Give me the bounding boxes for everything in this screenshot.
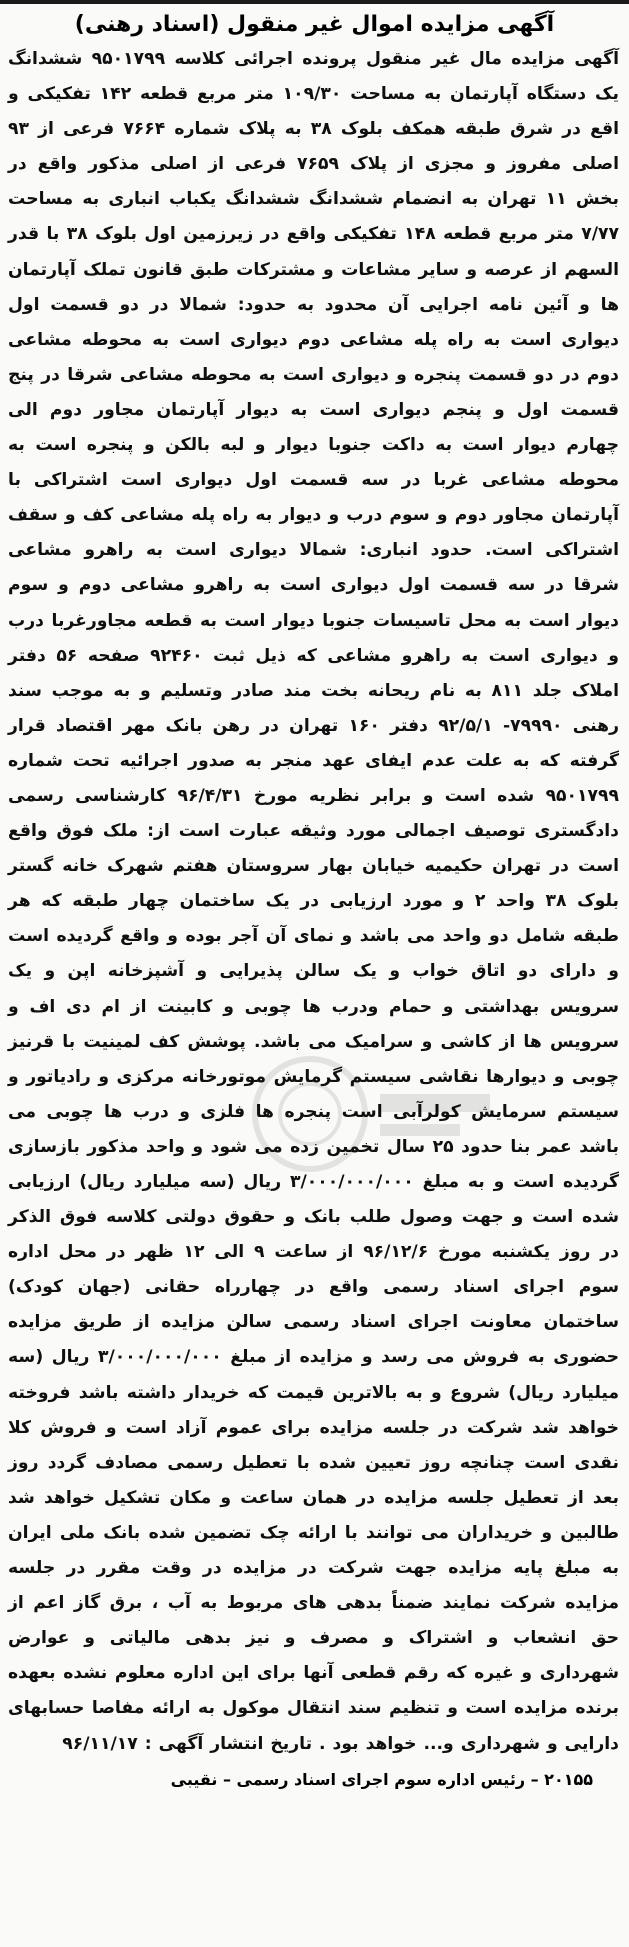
notice-body: آگهی مزایده مال غیر منقول پرونده اجرائی کلاسه ۹۵۰۱۷۹۹ ششدانگ یک دستگاه آپارتمان به مساحت ۱۰۹/۳۰ متر مربع قطعه ۱۴۲ تفکیکی و اقع در شرق طبقه همکف بلوک ۳۸ به پلاک شماره ۷۶۶۴ فرعی از ۹۳ اصلی مفروز و مجزی از پلاک ۷۶۵۹ فرعی از اصلی مذکور واقع در بخش ۱۱ تهران به انضمام ششدانگ ششدانگ یکباب انباری به مساحت ۷/۷۷ متر مربع قطعه ۱۴۸ تفکیکی واقع در زیرزمین اول بلوک ۳۸ با قدر السهم از عرصه و سایر مشاعات و مشترکات طبق قانون تملک آپارتمان ها و آئین نامه اجرایی آن محدود به حدود: شمالا در دو قسمت اول دیواری است به راه پله مشاعی دوم دیواری است به محوطه مشاعی دوم در دو قسمت پنجره و دیواری است به محوطه مشاعی شرقا در پنج قسمت اول و پنجم دیواری است به دیوار آپارتمان مجاور دوم الی چهارم دیوار است به داکت جنوبا دیوار و لبه بالکن و پنجره است به محوطه مشاعی غربا در سه قسمت اول دیواری است اشتراکی با آپارتمان مجاور دوم و سوم درب و دیوار به راه پله مشاعی کف و سقف اشتراکی است. حدود انباری: شمالا دیواری است به راهرو مشاعی شرقا در سه قسمت اول دیواری است به راهرو مشاعی دوم و سوم دیوار است به محل تاسیسات جنوبا دیوار است به قطعه مجاورغربا درب و دیواری است به راهرو مشاعی که ذیل ثبت ۹۲۴۶۰ صفحه ۵۶ دفتر املاک جلد ۸۱۱ به نام ریحانه بخت مند صادر وتسلیم و به موجب سند رهنی ۷۹۹۹۰- ۹۲/۵/۱ دفتر ۱۶۰ تهران در رهن بانک مهر اقتصاد قرار گرفته که به علت عدم ایفای عهد منجر به صدور اجرائیه تحت شماره ۹۵۰۱۷۹۹ شده است و برابر نظریه مورخ ۹۶/۴/۳۱ کارشناسی رسمی دادگستری توصیف اجمالی مورد وثیقه عبارت است از: ملک فوق واقع است در تهران حکیمیه خیابان بهار سروستان هفتم شهرک خانه گستر بلوک ۳۸ واحد ۲ و مورد ارزیابی در یک ساختمان چهار طبقه که هر طبقه شامل دو واحد می باشد و نمای آن آجر بوده و واقع گردیده است و دارای دو اتاق خواب و یک سالن پذیرایی و آشپزخانه اپن و یک سرویس بهداشتی و حمام ودرب ها چوبی و کابینت از ام دی اف و سرویس ها از کاشی و سرامیک می باشد. پوشش کف لمینیت با قرنیز چوبی و دیوارها نقاشی سیستم گرمایش موتورخانه مرکزی و رادیاتور و سیستم سرمایش کولرآبی است پنجره ها فلزی و درب ها چوبی می باشد عمر بنا حدود ۲۵ سال تخمین زده می شود و واحد مذکور بازسازی گردیده است و به مبلغ ۳/۰۰۰/۰۰۰/۰۰۰ ریال (سه میلیارد ریال) ارزیابی شده است و جهت وصول طلب بانک و حقوق دولتی کلاسه فوق الذکر در روز یکشنبه مورخ ۹۶/۱۲/۶ از ساعت ۹ الی ۱۲ ظهر در محل اداره سوم اجرای اسناد رسمی واقع در چهارراه حقانی (جهان کودک) ساختمان معاونت اجرای اسناد رسمی سالن مزایده از طریق مزایده حضوری به فروش می رسد و مزایده از مبلغ ۳/۰۰۰/۰۰۰/۰۰۰ ریال (سه میلیارد ریال) شروع و به بالاترین قیمت که خریدار داشته باشد فروخته خواهد شد شرکت در جلسه مزایده برای عموم آزاد است و فروش کلا نقدی است چنانچه روز تعیین شده با تعطیل رسمی مصادف گردد روز بعد از تعطیل جلسه مزایده در همان ساعت و مکان تشکیل خواهد شد طالبین و خریداران می توانند با ارائه چک تضمین شده بانک ملی ایران به مبلغ پایه مزایده جهت شرکت در مزایده در وقت مقرر در جلسه مزایده شرکت نمایند ضمناً بدهی های مربوط به آب ، برق گاز اعم از حق انشعاب و اشتراک و مصرف و نیز بدهی مالیاتی و عوارض شهرداری و غیره که رقم قطعی آنها برای این اداره معلوم نشده بعهده برنده مزایده است و تنظیم سند انتقال موکول به ارائه مفاصا حسابهای دارایی و شهرداری و... خواهد بود . تاریخ انتشار آگهی : ۹۶/۱۱/۱۷	[8, 49, 620, 1754]
notice-title: آگهی مزایده اموال غیر منقول (اسناد رهنی)	[74, 12, 555, 37]
notice-signature: ۲۰۱۵۵ – رئیس اداره سوم اجرای اسناد رسمی – نقیبی	[170, 1769, 593, 1789]
